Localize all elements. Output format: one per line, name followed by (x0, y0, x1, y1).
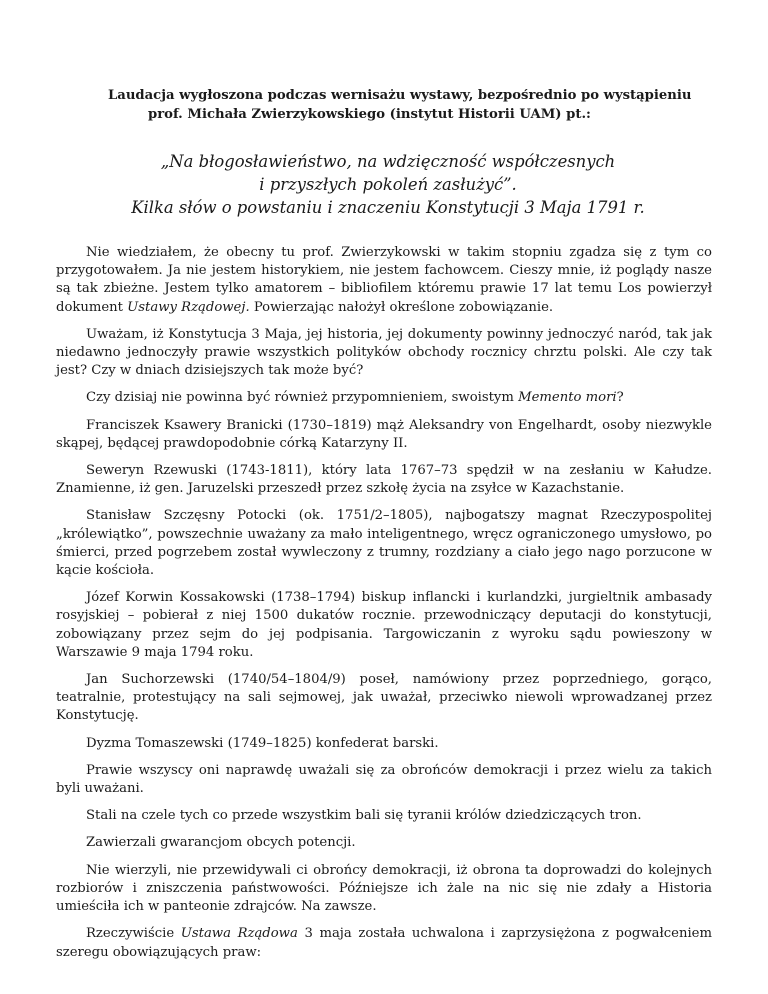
paragraph-text: Czy dzisiaj nie powinna być również przypomnieniem, swoistym (86, 390, 519, 406)
paragraph-branicki: Franciszek Ksawery Branicki (1730–1819) mąż Aleksandry von Engelhardt, osoby niezwykle skąpej, będącej prawdopodobnie córką Katarzyny II. (56, 417, 712, 451)
paragraph-guarantees: Zawierzali gwarancjom obcych potencji. (86, 835, 356, 851)
paragraph-partitions: Nie wierzyli, nie przewidywali ci obrońcy demokracji, iż obrona ta doprowadzi do kolejnych rozbiorów i zniszczenia państwowości. Późniejsze ich żale na nic się nie zdały a Historia umieściła ich w panteonie zdrajców. Na zawsze. (56, 862, 712, 915)
document-header (56, 86, 712, 124)
header-line-1: Laudacja wygłoszona podczas wernisażu wystawy, bezpośrednio po wystąpieniu (108, 88, 692, 103)
title-line-2: i przyszłych pokoleń zasłużyć”. (259, 175, 517, 194)
italic-document-name: Ustawy Rządowej. (127, 299, 250, 315)
paragraph-text: ? (616, 390, 624, 406)
paragraph-intro (56, 244, 712, 317)
paragraph-text: Powierzając nałożył określone zobowiązanie. (249, 299, 554, 315)
paragraph-text: Nie wiedziałem, że obecny tu prof. Zwierzykowski w takim stopniu zgadza się z tym co przygotowałem. Ja nie jestem historykiem, nie jestem fachowcem. Cieszy mnie, iż poglądy nasze są tak zbieżne. Jestem tylko amatorem – bibliofilem któremu prawie 17 lat temu Los powierzył dokument (56, 245, 712, 315)
title-line-3: Kilka słów o powstaniu i znaczeniu Konstytucji 3 Maja 1791 r. (131, 198, 645, 217)
paragraph-text: Rzeczywiście (86, 926, 181, 942)
lecture-title (56, 150, 712, 219)
header-line-2: prof. Michała Zwierzykowskiego (instytut Historii UAM) pt.: (148, 107, 591, 122)
document-page (56, 86, 712, 971)
paragraph-memento (56, 389, 712, 407)
paragraph-text: 3 maja została uchwalona i zaprzysiężona z pogwałceniem szeregu obowiązujących praw: (56, 926, 712, 960)
title-line-1: „Na błogosławieństwo, na wdzięczność współczesnych (160, 152, 616, 171)
paragraph-defenders: Prawie wszyscy oni naprawdę uważali się za obrońców demokracji i przez wielu za takich byli uważani. (56, 762, 712, 797)
paragraph-rzewuski: Seweryn Rzewuski (1743-1811), który lata 1767–73 spędził w na zesłaniu w Kałudze. Znamienne, iż gen. Jaruzelski przeszedł przez szkołę życia na zsyłce w Kazachstanie. (56, 463, 712, 497)
paragraph-constitution: Uważam, iż Konstytucja 3 Maja, jej historia, jej dokumenty powinny jednoczyć naród, tak jak niedawno jednoczyły prawie wszystkich polityków obchody rocznicy chrztu polski. Ale czy tak jest? Czy w dniach dzisiejszych tak może być? (56, 326, 712, 379)
paragraph-tomaszewski: Dyzma Tomaszewski (1749–1825) konfederat barski. (86, 735, 439, 751)
paragraph-ustawa (56, 925, 712, 961)
paragraph-suchorzewski: Jan Suchorzewski (1740/54–1804/9) poseł, namówiony przez poprzedniego, gorąco, teatralnie, protestujący na sali sejmowej, jak uważał, przeciwko niewoli wprowadzanej przez Konstytucję. (56, 672, 712, 724)
italic-memento-mori: Memento mori (518, 390, 617, 406)
paragraph-kossakowski: Józef Korwin Kossakowski (1738–1794) biskup inflancki i kurlandzki, jurgieltnik ambasady rosyjskiej – pobierał z niej 1500 dukatów rocznie. przewodniczący deputacji do konstytucji, zobowiązany przez sejm do jej podpisania. Targowiczanin z wyroku sądu powieszony w Warszawie 9 maja 1794 roku. (56, 590, 712, 660)
italic-ustawa-rzadowa: Ustawa Rządowa (180, 926, 298, 942)
paragraph-tyranny: Stali na czele tych co przede wszystkim bali się tyranii królów dziedziczących tron. (86, 808, 642, 824)
paragraph-potocki: Stanisław Szczęsny Potocki (ok. 1751/2–1805), najbogatszy magnat Rzeczypospolitej „królewiątko”, powszechnie uważany za mało inteligentnego, wręcz ograniczonego umysłowo, po śmierci, przed pogrzebem został wywleczony z trumny, rozdziany a ciało jego nago porzucone w kącie kościoła. (56, 508, 712, 579)
